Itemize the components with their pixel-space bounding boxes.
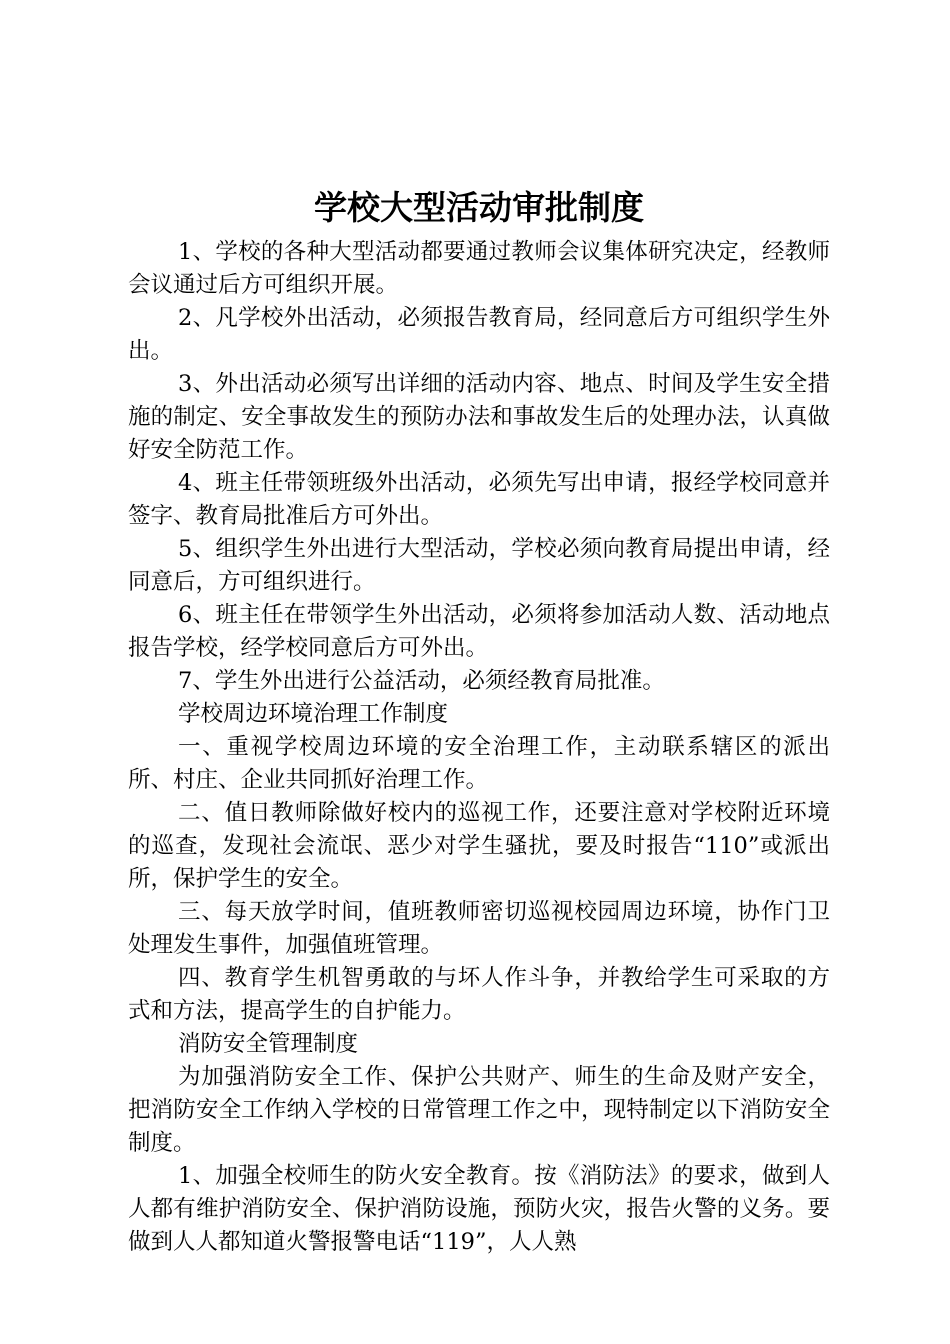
paragraph-7: 7、学生外出进行公益活动，必须经教育局批准。 [178,668,665,694]
paragraph-6: 6、班主任在带领学生外出活动，必须将参加活动人数、活动地点报告学校，经学校同意后方可外出。 [128,602,830,661]
paragraph-4: 4、班主任带领班级外出活动，必须先写出申请，报经学校同意并签字、教育局批准后方可外出。 [128,470,830,529]
surroundings-paragraph-4: 四、教育学生机智勇敢的与坏人作斗争，并教给学生可采取的方式和方法，提高学生的自护能力。 [128,965,830,1024]
paragraph-2: 2、凡学校外出活动，必须报告教育局，经同意后方可组织学生外出。 [128,305,830,364]
paragraph-3: 3、外出活动必须写出详细的活动内容、地点、时间及学生安全措施的制定、安全事故发生的预防办法和事故发生后的处理办法，认真做好安全防范工作。 [128,371,830,463]
section-heading-fire-safety: 消防安全管理制度 [178,1031,359,1057]
fire-safety-paragraph-2: 1、加强全校师生的防火安全教育。按《消防法》的要求，做到人人都有维护消防安全、保护消防设施，预防火灾，报告火警的义务。要做到人人都知道火警报警电话“119”，人人熟 [128,1163,830,1255]
section-heading-surroundings: 学校周边环境治理工作制度 [178,701,449,727]
document-title: 学校大型活动审批制度 [314,188,644,227]
surroundings-paragraph-2: 二、值日教师除做好校内的巡视工作，还要注意对学校附近环境的巡查，发现社会流氓、恶少对学生骚扰，要及时报告“110”或派出所，保护学生的安全。 [128,800,830,892]
document-page [128,186,830,1259]
surroundings-paragraph-1: 一、重视学校周边环境的安全治理工作，主动联系辖区的派出所、村庄、企业共同抓好治理工作。 [128,734,830,793]
fire-safety-paragraph-1: 为加强消防安全工作、保护公共财产、师生的生命及财产安全，把消防安全工作纳入学校的日常管理工作之中，现特制定以下消防安全制度。 [128,1064,830,1156]
paragraph-1: 1、学校的各种大型活动都要通过教师会议集体研究决定，经教师会议通过后方可组织开展。 [128,239,830,298]
surroundings-paragraph-3: 三、每天放学时间，值班教师密切巡视校园周边环境，协作门卫处理发生事件，加强值班管理。 [128,899,830,958]
paragraph-5: 5、组织学生外出进行大型活动，学校必须向教育局提出申请，经同意后，方可组织进行。 [128,536,830,595]
